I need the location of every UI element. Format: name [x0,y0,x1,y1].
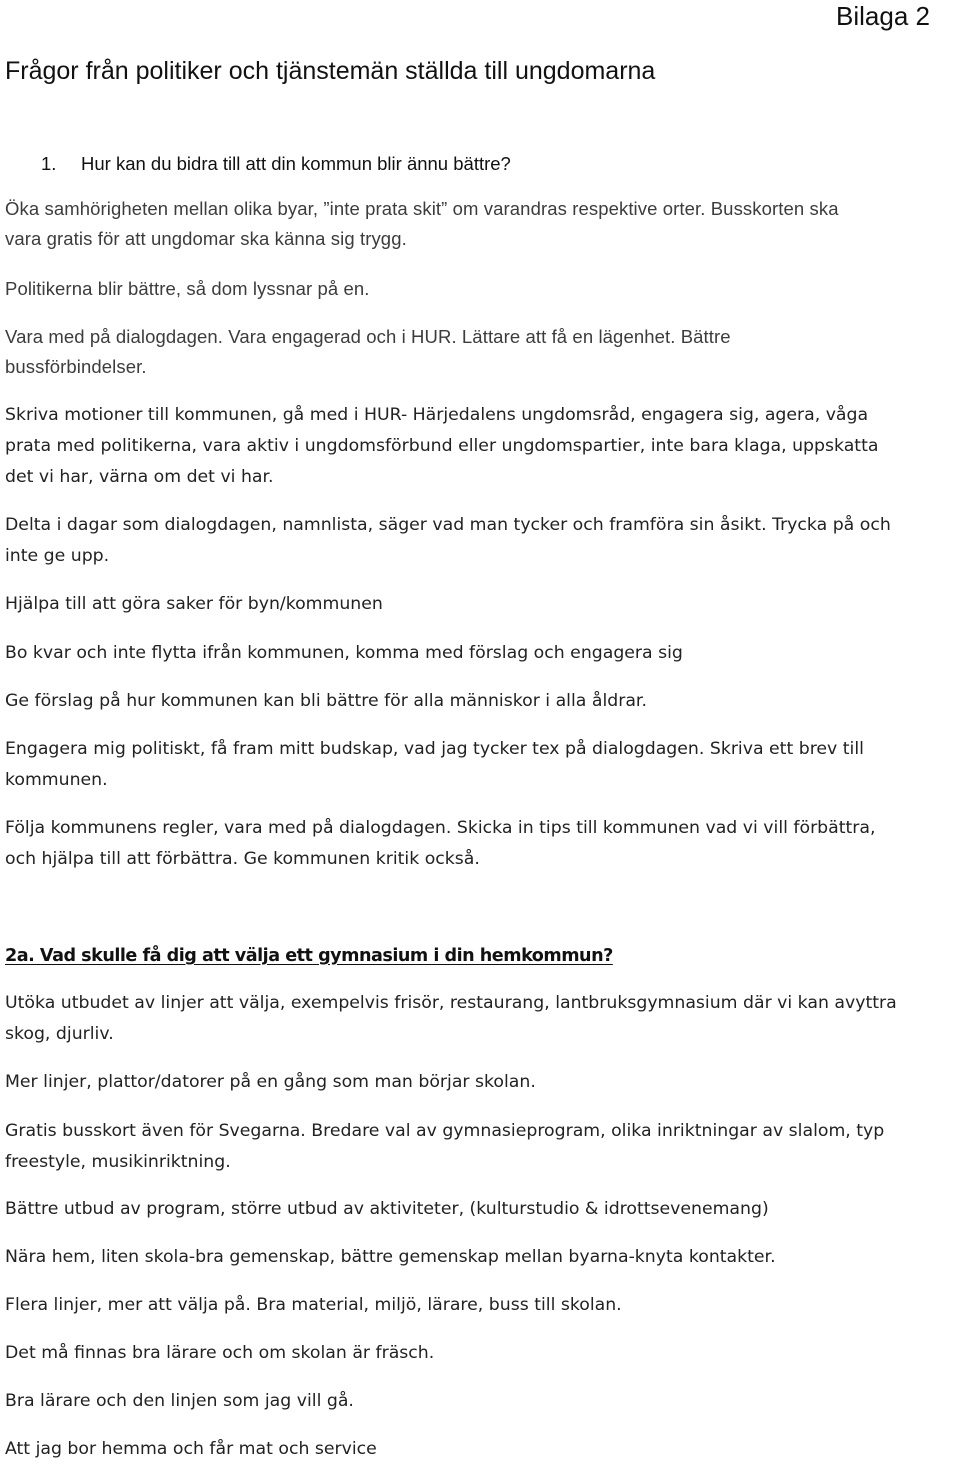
answer-line: Hjälpa till att göra saker för byn/kommunen [5,594,383,614]
answer-line: Bättre utbud av program, större utbud av aktiviteter, (kulturstudio & idrottsevenemang) [5,1199,769,1219]
answer-line: skog, djurliv. [5,1024,114,1044]
answer-line: och hjälpa till att förbättra. Ge kommunen kritik också. [5,849,480,869]
answer-paragraph [5,1194,960,1225]
answer-paragraph [5,589,960,620]
answer-paragraph [5,1067,960,1098]
answer-paragraph [5,686,960,717]
answer-paragraph [5,1290,960,1321]
answer-paragraph [5,1338,960,1369]
answer-paragraph [5,194,960,254]
answer-paragraph [5,734,960,796]
answer-line: Öka samhörigheten mellan olika byar, ”inte prata skit” om varandras respektive orter. Busskorten ska [5,198,839,219]
answer-line: Skriva motioner till kommunen, gå med i HUR- Härjedalens ungdomsråd, engagera sig, agera, våga [5,405,869,425]
question-1-number: 1. [41,153,57,174]
answer-line: Engagera mig politiskt, få fram mitt budskap, vad jag tycker tex på dialogdagen. Skriva ett brev till [5,739,864,759]
answer-paragraph [5,813,960,875]
answer-paragraph [5,400,960,493]
answer-line: Det må finnas bra lärare och om skolan är fräsch. [5,1343,435,1363]
answer-line: Nära hem, liten skola-bra gemenskap, bättre gemenskap mellan byarna-knyta kontakter. [5,1247,776,1267]
answer-line: vara gratis för att ungdomar ska känna sig trygg. [5,228,407,249]
answer-line: det vi har, värna om det vi har. [5,467,274,487]
question-1-text: Hur kan du bidra till att din kommun blir ännu bättre? [81,153,511,174]
answer-line: Utöka utbudet av linjer att välja, exempelvis frisör, restaurang, lantbruksgymnasium där vi kan avyttra [5,993,897,1013]
answer-paragraph [5,988,960,1050]
answer-paragraph [5,1386,960,1417]
answer-paragraph [5,322,960,382]
annex-label: Bilaga 2 [836,1,930,31]
answer-line: Ge förslag på hur kommunen kan bli bättre för alla människor i alla åldrar. [5,691,647,711]
answer-line: Delta i dagar som dialogdagen, namnlista, säger vad man tycker och framföra sin åsikt. Trycka på och [5,515,891,535]
answer-line: inte ge upp. [5,546,110,566]
document-title: Frågor från politiker och tjänstemän ställda till ungdomarna [5,57,656,85]
answer-paragraph [5,1242,960,1273]
answer-line: freestyle, musikinriktning. [5,1152,231,1172]
answer-paragraph [5,1434,960,1465]
answer-line: Att jag bor hemma och får mat och service [5,1439,377,1459]
answer-line: kommunen. [5,770,108,790]
question-2a-heading: 2a. Vad skulle få dig att välja ett gymnasium i din hemkommun? [5,946,613,966]
answer-line: Följa kommunens regler, vara med på dialogdagen. Skicka in tips till kommunen vad vi vill förbättra, [5,818,876,838]
answer-line: prata med politikerna, vara aktiv i ungdomsförbund eller ungdomspartier, inte bara klaga, uppskatta [5,436,879,456]
answer-line: Politikerna blir bättre, så dom lyssnar på en. [5,278,370,299]
answer-paragraph [5,274,960,304]
answer-line: Bra lärare och den linjen som jag vill gå. [5,1391,354,1411]
answer-paragraph [5,510,960,572]
answer-line: Mer linjer, plattor/datorer på en gång som man börjar skolan. [5,1072,536,1092]
answer-line: Flera linjer, mer att välja på. Bra material, miljö, lärare, buss till skolan. [5,1295,622,1315]
answer-line: Vara med på dialogdagen. Vara engagerad och i HUR. Lättare att få en lägenhet. Bättre [5,326,731,347]
answer-line: bussförbindelser. [5,356,147,377]
answer-line: Gratis busskort även för Svegarna. Bredare val av gymnasieprogram, olika inriktningar av slalom, typ [5,1121,885,1141]
answer-paragraph [5,1116,960,1178]
question-1-heading [41,151,511,177]
answer-line: Bo kvar och inte flytta ifrån kommunen, komma med förslag och engagera sig [5,643,683,663]
answer-paragraph [5,638,960,669]
